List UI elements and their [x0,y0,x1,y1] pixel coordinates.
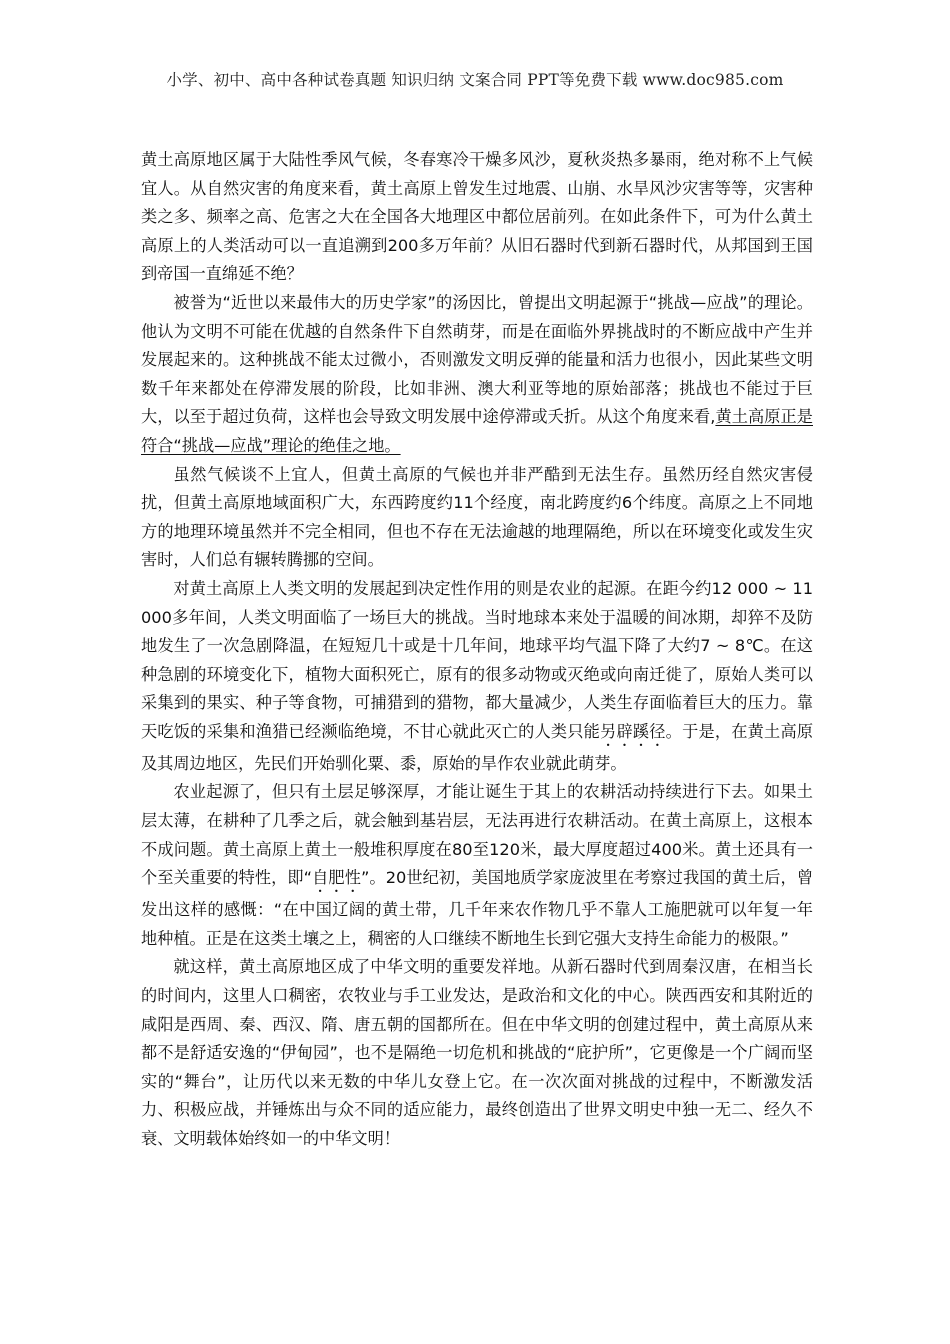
article-body [141,146,813,1154]
paragraph-6: 就这样，黄土高原地区成了中华文明的重要发祥地。从新石器时代到周秦汉唐，在相当长的时间内，这里人口稠密，农牧业与手工业发达，是政治和文化的中心。陕西西安和其附近的咸阳是西周、秦、西汉、隋、唐五朝的国都所在。但在中华文明的创建过程中，黄土高原从来都不是舒适安逸的“伊甸园”，也不是隔绝一切危机和挑战的“庇护所”，它更像是一个广阔而坚实的“舞台”，让历代以来无数的中华儿女登上它。在一次次面对挑战的过程中，不断激发活力、积极应战，并锤炼出与众不同的适应能力，最终创造出了世界文明史中独一无二、经久不衰、文明载体始终如一的中华文明！ [141,957,813,1148]
paragraph-2 [141,289,813,461]
paragraph-4-text-before: 对黄土高原上人类文明的发展起到决定性作用的则是农业的起源。在距今约12 000 ~ 11 000多年间，人类文明面临了一场巨大的挑战。当时地球本来处于温暖的间冰期，却猝不及防地发生了一次急剧降温，在短短几十或是十几年间，地球平均气温下降了大约7 ~ 8℃。在这种急剧的环境变化下，植物大面积死亡，原有的很多动物或灭绝或向南迁徙了，原始人类可以采集到的果实、种子等食物，可捕猎到的猎物，都大量减少，人类生存面临着巨大的压力。靠天吃饭的采集和渔猎已经濒临绝境，不甘心就此灭亡的人类只能 [141,578,813,741]
paragraph-2-underlined-sentence: 黄土高原正是符合“挑战—应战”理论的绝佳之地。 [141,407,813,455]
paragraph-5-emphasized-phrase: 自肥性 [312,868,361,888]
paragraph-4-text-after: 。于是，在黄土高原及其周边地区，先民们开始驯化粟、黍，原始的旱作农业就此萌芽。 [141,721,814,773]
paragraph-3: 虽然气候谈不上宜人，但黄土高原的气候也并非严酷到无法生存。虽然历经自然灾害侵扰，但黄土高原地域面积广大，东西跨度约11个经度，南北跨度约6个纬度。高原之上不同地方的地理环境虽然并不完全相同，但也不存在无法逾越的地理隔绝，所以在环境变化或发生灾害时，人们总有辗转腾挪的空间。 [141,464,813,570]
paragraph-1: 黄土高原地区属于大陆性季风气候，冬春寒冷干燥多风沙，夏秋炎热多暴雨，绝对称不上气候宜人。从自然灾害的角度来看，黄土高原上曾发生过地震、山崩、水旱风沙灾害等等，灾害种类之多、频率之高、危害之大在全国各大地理区中都位居前列。在如此条件下，可为什么黄土高原上的人类活动可以一直追溯到200多万年前？从旧石器时代到新石器时代，从邦国到王国到帝国一直绵延不绝？ [141,150,813,284]
paragraph-5-text-after: ”。20世纪初，美国地质学家庞波里在考察过我国的黄土后，曾发出这样的感慨：“在中国辽阔的黄土带，几千年来农作物几乎不靠人工施肥就可以年复一年地种植。正是在这类土壤之上，稠密的人口继续不断地生长到它强大支持生命能力的极限。” [141,868,814,948]
paragraph-5 [141,778,813,953]
paragraph-5-text-before: 农业起源了，但只有土层足够深厚，才能让诞生于其上的农耕活动持续进行下去。如果土层太薄，在耕种了几季之后，就会触到基岩层，无法再进行农耕活动。在黄土高原上，这根本不成问题。黄土高原上黄土一般堆积厚度在80至120米，最大厚度超过400米。黄土还具有一个至关重要的特性，即“ [141,782,813,888]
page-header: 小学、初中、高中各种试卷真题 知识归纳 文案合同 PPT等免费下载 www.doc985.com [166,71,784,89]
paragraph-2-text: 被誉为“近世以来最伟大的历史学家”的汤因比，曾提出文明起源于“挑战—应战”的理论。他认为文明不可能在优越的自然条件下自然萌芽，而是在面临外界挑战时的不断应战中产生并发展起来的。这种挑战不能太过微小，否则激发文明反弹的能量和活力也很小，因此某些文明数千年来都处在停滞发展的阶段，比如非洲、澳大利亚等地的原始部落；挑战也不能过于巨大，以至于超过负荷，这样也会导致文明发展中途停滞或夭折。从这个角度来看, [141,292,813,427]
paragraph-4-emphasized-phrase: 另辟蹊径 [600,721,666,741]
paragraph-4 [141,575,813,779]
